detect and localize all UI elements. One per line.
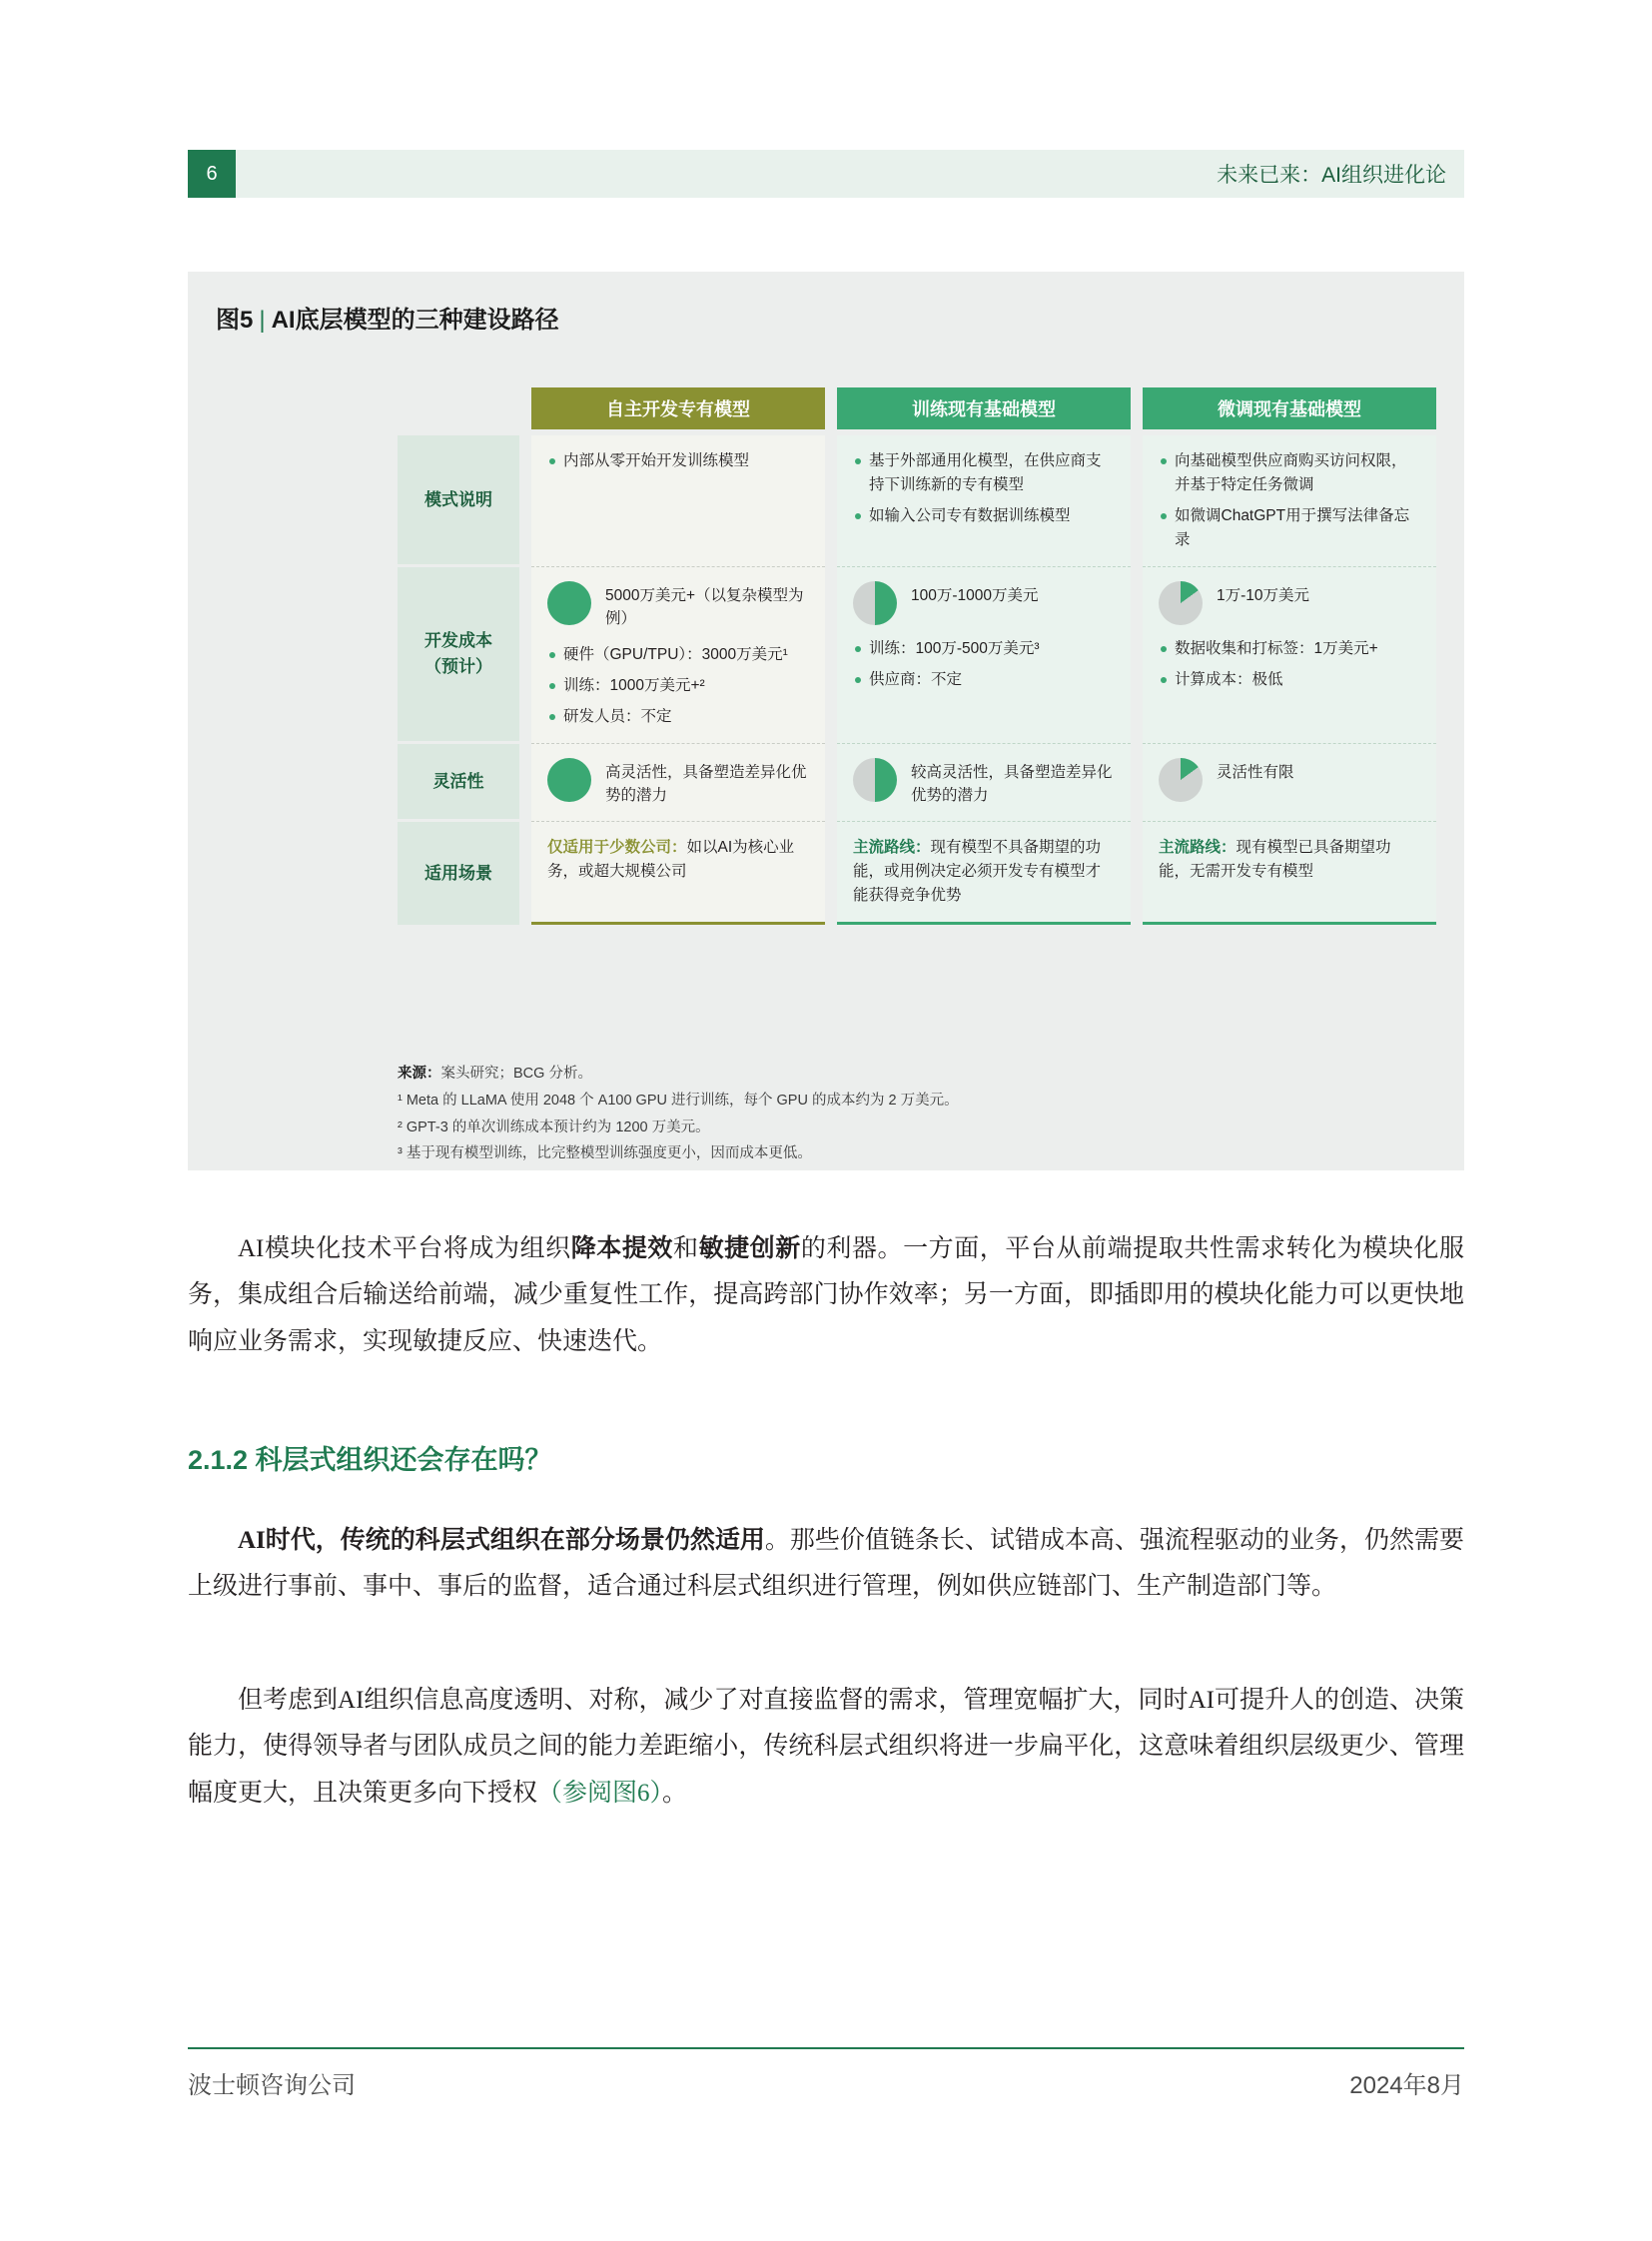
list-item: 训练：1000万美元+² bbox=[547, 674, 809, 698]
exhibit-title-text: AI底层模型的三种建设路径 bbox=[271, 307, 559, 334]
source-label: 来源： bbox=[398, 1066, 441, 1082]
list-item: 数据收集和打标签：1万美元+ bbox=[1159, 637, 1420, 661]
column-header-train-model: 训练现有基础模型 bbox=[837, 387, 1131, 429]
row-label-flexibility: 灵活性 bbox=[398, 744, 519, 823]
header-spacer bbox=[398, 387, 519, 429]
cell-cost-own bbox=[531, 567, 825, 744]
footnote: ² GPT-3 的单次训练成本预计约为 1200 万美元。 bbox=[398, 1119, 710, 1135]
cell-description-train bbox=[837, 435, 1131, 567]
footer-divider bbox=[188, 2047, 1464, 2049]
pie-chart-cost-train bbox=[853, 581, 897, 625]
cell-cost-finetune bbox=[1143, 567, 1436, 744]
paragraph-flattening bbox=[188, 1678, 1464, 1817]
pie-label: 100万-1000万美元 bbox=[911, 587, 1039, 605]
column-header-finetune-model: 微调现有基础模型 bbox=[1143, 387, 1436, 429]
list-item: 训练：100万-500万美元³ bbox=[853, 637, 1115, 661]
use-case-lead: 主流路线： bbox=[1159, 839, 1237, 857]
cell-flexibility-train bbox=[837, 744, 1131, 823]
list-item: 基于外部通用化模型，在供应商支持下训练新的专有模型 bbox=[853, 449, 1115, 497]
paragraph-text: 但考虑到AI组织信息高度透明、对称，减少了对直接监督的需求，管理宽幅扩大，同时AI可提升人的创造、决策能力，使得领导者与团队成员之间的能力差距缩小，传统科层式组织将进一步扁平化，这意味着组织层级更少、管理幅度更大，且决策更多向下授权 bbox=[188, 1687, 1464, 1807]
footnote: ¹ Meta 的 LLaMA 使用 2048 个 A100 GPU 进行训练，每个 GPU 的成本约为 2 万美元。 bbox=[398, 1092, 959, 1109]
use-case-text: 如以AI为核心业务，或超大规模公司 bbox=[547, 839, 795, 881]
pie-chart-flexibility-train bbox=[853, 758, 897, 802]
pie-chart-flexibility-finetune bbox=[1159, 758, 1203, 802]
cell-cost-train bbox=[837, 567, 1131, 744]
list-item: 内部从零开始开发训练模型 bbox=[547, 449, 809, 473]
paragraph-text: 。 bbox=[662, 1779, 688, 1807]
use-case-text: 现有模型已具备期望功能，无需开发专有模型 bbox=[1159, 839, 1391, 881]
exhibit-figure-5 bbox=[188, 272, 1464, 1170]
page-number: 6 bbox=[188, 150, 236, 198]
cell-description-own bbox=[531, 435, 825, 567]
paragraph-bold: 敏捷创新 bbox=[698, 1235, 801, 1262]
list-item: 向基础模型供应商购买访问权限，并基于特定任务微调 bbox=[1159, 449, 1420, 497]
footer-company: 波士顿咨询公司 bbox=[188, 2072, 356, 2099]
pie-label: 1万-10万美元 bbox=[1217, 587, 1310, 605]
footer-date: 2024年8月 bbox=[1349, 2072, 1464, 2099]
exhibit-divider: | bbox=[259, 307, 266, 334]
paragraph-text: 和 bbox=[673, 1235, 699, 1262]
paragraph-modular-platform bbox=[188, 1226, 1464, 1365]
page-header bbox=[188, 150, 1464, 198]
row-label-description: 模式说明 bbox=[398, 435, 519, 567]
table-row bbox=[398, 567, 1436, 744]
source-value: 案头研究；BCG 分析。 bbox=[440, 1066, 592, 1082]
row-label-cost bbox=[398, 567, 519, 744]
exhibit-title bbox=[216, 300, 559, 335]
cell-description-finetune bbox=[1143, 435, 1436, 567]
table-row bbox=[398, 435, 1436, 567]
column-header-own-model: 自主开发专有模型 bbox=[531, 387, 825, 429]
cell-use-case-own bbox=[531, 822, 825, 925]
pie-label: 灵活性有限 bbox=[1217, 763, 1294, 781]
table-row bbox=[398, 744, 1436, 823]
list-item: 供应商：不定 bbox=[853, 668, 1115, 692]
header-title: 未来已来：AI组织进化论 bbox=[236, 150, 1464, 198]
cell-use-case-train bbox=[837, 822, 1131, 925]
paragraph-text: 的利器。一方面，平台从前端提取共性需求转化为模块化服务，集成组合后输送给前端，减少重复性工作，提高跨部门协作效率；另一方面，即插即用的模块化能力可以更快地响应业务需求，实现敏捷反应、快速迭代。 bbox=[188, 1235, 1464, 1355]
cell-flexibility-own bbox=[531, 744, 825, 823]
list-item: 如微调ChatGPT用于撰写法律备忘录 bbox=[1159, 504, 1420, 552]
list-item: 研发人员：不定 bbox=[547, 705, 809, 729]
use-case-lead: 主流路线： bbox=[853, 839, 931, 857]
exhibit-label: 图5 bbox=[216, 307, 254, 334]
section-heading-2-1-2: 2.1.2 科层式组织还会存在吗？ bbox=[188, 1445, 552, 1475]
list-item: 硬件（GPU/TPU）：3000万美元¹ bbox=[547, 643, 809, 667]
pie-label: 高灵活性，具备塑造差异化优势的潜力 bbox=[605, 763, 807, 804]
page-footer bbox=[188, 2065, 1464, 2100]
table-header-row bbox=[398, 387, 1436, 429]
paragraph-text: 。那些价值链条长、试错成本高、强流程驱动的业务，仍然需要上级进行事前、事中、事后的监督，适合通过科层式组织进行管理，例如供应链部门、生产制造部门等。 bbox=[188, 1527, 1464, 1601]
use-case-text: 现有模型不具备期望的功能，或用例决定必须开发专有模型才能获得竞争优势 bbox=[853, 839, 1102, 905]
paragraph-bold: AI时代，传统的科层式组织在部分场景仍然适用 bbox=[238, 1527, 765, 1554]
source-line bbox=[398, 1061, 1436, 1088]
list-item: 如输入公司专有数据训练模型 bbox=[853, 504, 1115, 528]
row-label-cost-line1: 开发成本 bbox=[424, 631, 492, 651]
exhibit-table bbox=[398, 387, 1436, 925]
cell-flexibility-finetune bbox=[1143, 744, 1436, 823]
pie-chart-cost-finetune bbox=[1159, 581, 1203, 625]
row-label-use-case: 适用场景 bbox=[398, 822, 519, 925]
pie-chart-cost-own bbox=[547, 581, 591, 625]
exhibit-source bbox=[398, 1061, 1436, 1167]
row-label-cost-line2: （预计） bbox=[424, 656, 492, 676]
paragraph-hierarchy-still-applies bbox=[188, 1518, 1464, 1611]
cell-use-case-finetune bbox=[1143, 822, 1436, 925]
pie-label: 5000万美元+（以复杂模型为例） bbox=[605, 587, 804, 628]
footnote: ³ 基于现有模型训练，比完整模型训练强度更小，因而成本更低。 bbox=[398, 1145, 812, 1162]
pie-label: 较高灵活性，具备塑造差异化优势的潜力 bbox=[911, 763, 1113, 804]
pie-chart-flexibility-own bbox=[547, 758, 591, 802]
figure-reference: （参阅图6） bbox=[537, 1779, 663, 1807]
paragraph-text: AI模块化技术平台将成为组织 bbox=[238, 1235, 571, 1262]
use-case-lead: 仅适用于少数公司： bbox=[547, 839, 687, 857]
list-item: 计算成本：极低 bbox=[1159, 668, 1420, 692]
paragraph-bold: 降本提效 bbox=[570, 1235, 673, 1262]
table-row bbox=[398, 822, 1436, 925]
